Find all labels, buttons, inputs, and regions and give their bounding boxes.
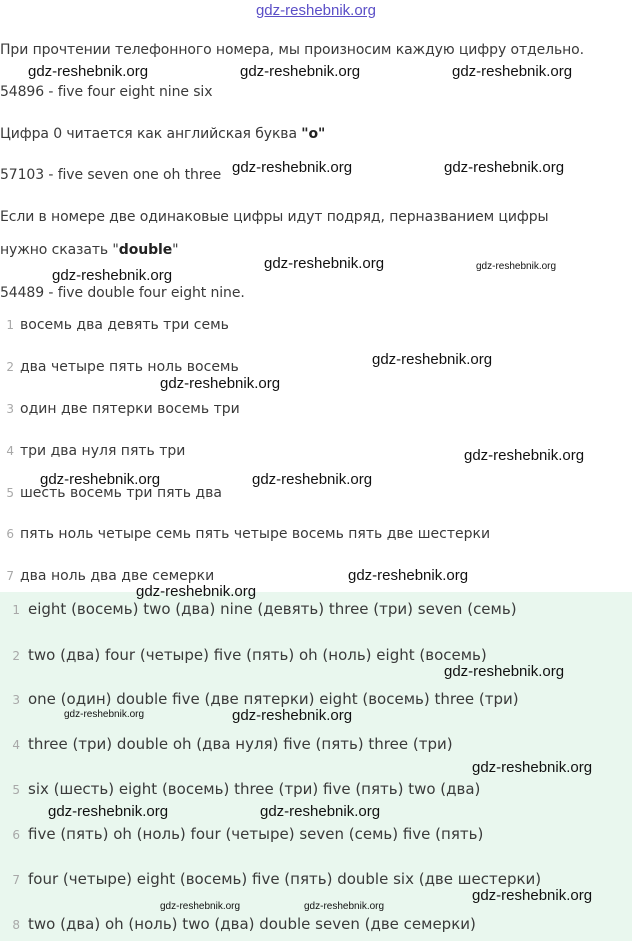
letter-o: "o" bbox=[301, 126, 326, 142]
answer-item bbox=[0, 870, 541, 889]
item-number: 5 bbox=[6, 486, 14, 500]
item-number: 6 bbox=[12, 828, 20, 842]
watermark: gdz-reshebnik.org bbox=[472, 759, 593, 776]
watermark: gdz-reshebnik.org bbox=[28, 63, 149, 80]
task-item bbox=[0, 442, 185, 460]
item-text: три два нуля пять три bbox=[20, 443, 186, 459]
answer-item bbox=[0, 735, 453, 754]
watermark: gdz-reshebnik.org bbox=[64, 709, 145, 720]
task-item bbox=[0, 400, 240, 418]
item-text: one (один) double five (две пятерки) eight (восемь) three (три) bbox=[28, 690, 519, 708]
watermark: gdz-reshebnik.org bbox=[472, 887, 593, 904]
item-number: 8 bbox=[12, 918, 20, 932]
task-item bbox=[0, 484, 222, 502]
item-text: восемь два девять три семь bbox=[20, 317, 229, 333]
watermark: gdz-reshebnik.org bbox=[264, 255, 385, 272]
watermark: gdz-reshebnik.org bbox=[476, 261, 557, 272]
item-number: 1 bbox=[12, 603, 20, 617]
watermark: gdz-reshebnik.org bbox=[304, 901, 385, 912]
item-number: 3 bbox=[12, 693, 20, 707]
watermark: gdz-reshebnik.org bbox=[464, 447, 585, 464]
watermark: gdz-reshebnik.org bbox=[348, 567, 469, 584]
task-item bbox=[0, 358, 239, 376]
watermark: gdz-reshebnik.org bbox=[260, 803, 381, 820]
item-text: пять ноль четыре семь пять четыре восемь пять две шестерки bbox=[20, 526, 491, 542]
item-number: 7 bbox=[6, 569, 14, 583]
answer-item bbox=[0, 690, 519, 709]
item-text: two (два) oh (ноль) two (два) double seven (две семерки) bbox=[28, 915, 476, 933]
task-item bbox=[0, 316, 229, 334]
word-double: double bbox=[118, 242, 173, 258]
item-text: two (два) four (четыре) five (пять) oh (ноль) eight (восемь) bbox=[28, 646, 487, 664]
item-text: один две пятерки восемь три bbox=[20, 401, 240, 417]
item-text: five (пять) oh (ноль) four (четыре) seven (семь) five (пять) bbox=[28, 825, 484, 843]
item-number: 2 bbox=[12, 649, 20, 663]
intro-paragraph-2 bbox=[0, 125, 325, 143]
watermark: gdz-reshebnik.org bbox=[372, 351, 493, 368]
item-number: 1 bbox=[6, 318, 14, 332]
intro-paragraph-1: При прочтении телефонного номера, мы произносим каждую цифру отдельно. bbox=[0, 42, 584, 58]
intro-paragraph-3-line-2 bbox=[0, 241, 178, 259]
answer-item bbox=[0, 825, 483, 844]
item-text: два четыре пять ноль восемь bbox=[20, 359, 239, 375]
item-number: 4 bbox=[6, 444, 14, 458]
item-text: four (четыре) eight (восемь) five (пять) double six (две шестерки) bbox=[28, 870, 542, 888]
watermark: gdz-reshebnik.org bbox=[240, 63, 361, 80]
answer-item bbox=[0, 646, 487, 665]
watermark: gdz-reshebnik.org bbox=[444, 159, 565, 176]
task-item bbox=[0, 567, 214, 585]
answer-item bbox=[0, 915, 476, 934]
site-link[interactable]: gdz-reshebnik.org bbox=[255, 2, 377, 19]
item-number: 5 bbox=[12, 783, 20, 797]
example-2: 57103 - five seven one oh three bbox=[0, 167, 222, 183]
watermark: gdz-reshebnik.org bbox=[160, 901, 241, 912]
item-number: 7 bbox=[12, 873, 20, 887]
answer-item bbox=[0, 600, 517, 619]
watermark: gdz-reshebnik.org bbox=[232, 159, 353, 176]
watermark: gdz-reshebnik.org bbox=[160, 375, 281, 392]
watermark: gdz-reshebnik.org bbox=[52, 267, 173, 284]
task-item bbox=[0, 525, 490, 543]
example-1: 54896 - five four eight nine six bbox=[0, 84, 213, 100]
item-number: 3 bbox=[6, 402, 14, 416]
watermark: gdz-reshebnik.org bbox=[40, 471, 161, 488]
item-text: six (шесть) eight (восемь) three (три) five (пять) two (два) bbox=[28, 780, 481, 798]
watermark: gdz-reshebnik.org bbox=[444, 663, 565, 680]
watermark: gdz-reshebnik.org bbox=[48, 803, 169, 820]
item-text: шесть восемь три пять два bbox=[20, 485, 222, 501]
item-text: два ноль два две семерки bbox=[20, 568, 215, 584]
item-text: eight (восемь) two (два) nine (девять) three (три) seven (семь) bbox=[28, 600, 517, 618]
example-3: 54489 - five double four eight nine. bbox=[0, 285, 245, 301]
item-number: 2 bbox=[6, 360, 14, 374]
intro-paragraph-3-text: нужно сказать " bbox=[0, 242, 119, 258]
item-text: three (три) double oh (два нуля) five (пять) three (три) bbox=[28, 735, 453, 753]
item-number: 6 bbox=[6, 527, 14, 541]
intro-paragraph-3-quote: " bbox=[172, 242, 179, 258]
intro-paragraph-3-line-1: Если в номере две одинаковые цифры идут подряд, перназванием цифры bbox=[0, 209, 549, 225]
watermark: gdz-reshebnik.org bbox=[452, 63, 573, 80]
answer-item bbox=[0, 780, 480, 799]
watermark: gdz-reshebnik.org bbox=[136, 583, 257, 600]
watermark: gdz-reshebnik.org bbox=[232, 707, 353, 724]
intro-paragraph-2-text: Цифра 0 читается как английская буква bbox=[0, 126, 302, 142]
item-number: 4 bbox=[12, 738, 20, 752]
watermark: gdz-reshebnik.org bbox=[252, 471, 373, 488]
